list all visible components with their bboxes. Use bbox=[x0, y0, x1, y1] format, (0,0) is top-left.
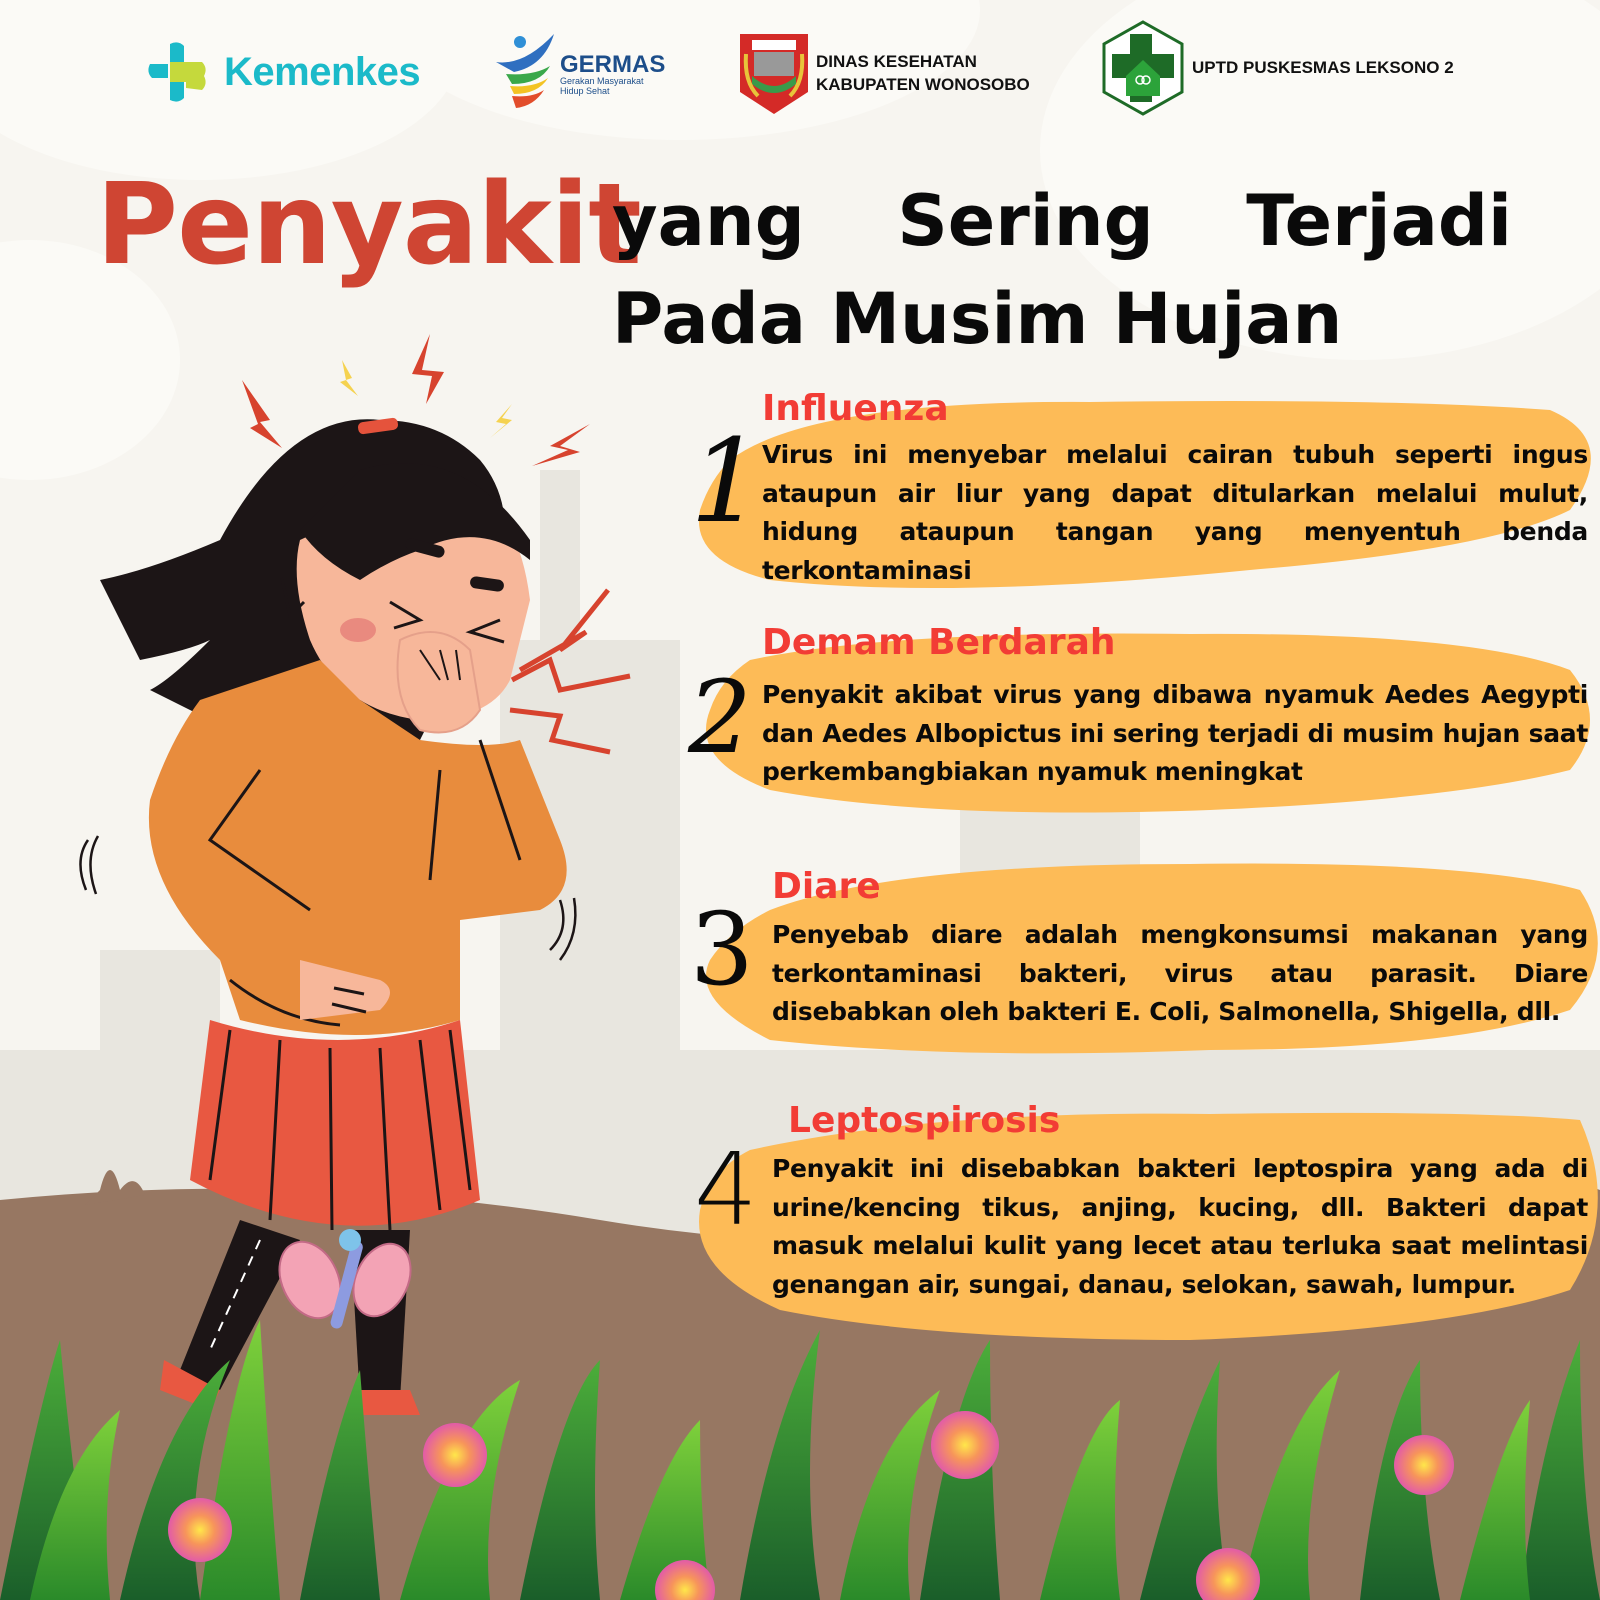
wonosobo-crest-icon bbox=[738, 32, 810, 116]
item-title: Demam Berdarah bbox=[762, 622, 1116, 663]
item-number: 2 bbox=[688, 659, 752, 776]
item-number: 3 bbox=[690, 891, 754, 1008]
germas-label: GERMAS bbox=[560, 51, 666, 79]
item-description: Virus ini menyebar melalui cairan tubuh seperti ingus ataupun air liur yang dapat ditularkan melalui mulut, hidung ataupun tangan yang menyentuh benda terkontaminasi bbox=[762, 440, 1588, 585]
coughing-girl-illustration bbox=[60, 320, 660, 1440]
kemenkes-logo bbox=[146, 40, 420, 104]
pain-bolt-icon bbox=[532, 424, 590, 466]
item-number: 4 bbox=[694, 1131, 758, 1248]
kemenkes-label: Kemenkes bbox=[224, 49, 421, 94]
puskesmas-logo bbox=[1100, 20, 1454, 116]
title-line2: Pada Musim Hujan bbox=[612, 278, 1343, 360]
pain-bolt-icon bbox=[242, 380, 282, 448]
item-number: 1 bbox=[690, 415, 764, 549]
puskesmas-label: UPTD PUSKESMAS LEKSONO 2 bbox=[1192, 58, 1454, 77]
title-word: Terjadi bbox=[1246, 180, 1512, 262]
kemenkes-icon bbox=[146, 40, 210, 104]
item-description: Penyakit ini disebabkan bakteri leptospira yang ada di urine/kencing tikus, anjing, kucing, dll. Bakteri dapat masuk melalui kulit yang lecet atau terluka saat melintasi genangan air, sungai, danau, selokan, sawah, lumpur. bbox=[772, 1154, 1588, 1299]
pain-bolt-icon bbox=[490, 404, 512, 438]
page-title bbox=[612, 172, 1512, 368]
title-line1 bbox=[612, 172, 1512, 270]
item-title: Influenza bbox=[762, 388, 949, 429]
title-highlight: Penyakit bbox=[96, 160, 641, 290]
dinas-line1: DINAS KESEHATAN bbox=[816, 52, 977, 72]
puskesmas-icon bbox=[1100, 20, 1186, 116]
pain-bolt-icon bbox=[340, 360, 358, 396]
dinas-line2: KABUPATEN WONOSOBO bbox=[816, 75, 1030, 94]
germas-icon bbox=[494, 32, 558, 112]
germas-logo bbox=[494, 32, 665, 112]
item-description: Penyebab diare adalah mengkonsumsi makanan yang terkontaminasi bakteri, virus atau parasit. Diare disebabkan oleh bakteri E. Coli, Salmonella, Shigella, dll. bbox=[772, 920, 1588, 1026]
germas-subtitle-1: Gerakan Masyarakat bbox=[560, 76, 644, 87]
title-word: yang bbox=[612, 180, 805, 262]
dinas-logo bbox=[738, 32, 1030, 116]
pain-bolt-icon bbox=[412, 334, 444, 404]
grass-foreground bbox=[0, 1300, 1600, 1600]
title-word: Sering bbox=[897, 180, 1154, 262]
header-logos bbox=[0, 18, 1600, 118]
item-description: Penyakit akibat virus yang dibawa nyamuk Aedes Aegypti dan Aedes Albopictus ini sering terjadi di musim hujan saat perkembangbiakan nyamuk meningkat bbox=[762, 680, 1588, 786]
item-title: Leptospirosis bbox=[788, 1100, 1061, 1141]
germas-subtitle-2: Hidup Sehat bbox=[560, 86, 610, 96]
item-title: Diare bbox=[772, 866, 881, 907]
